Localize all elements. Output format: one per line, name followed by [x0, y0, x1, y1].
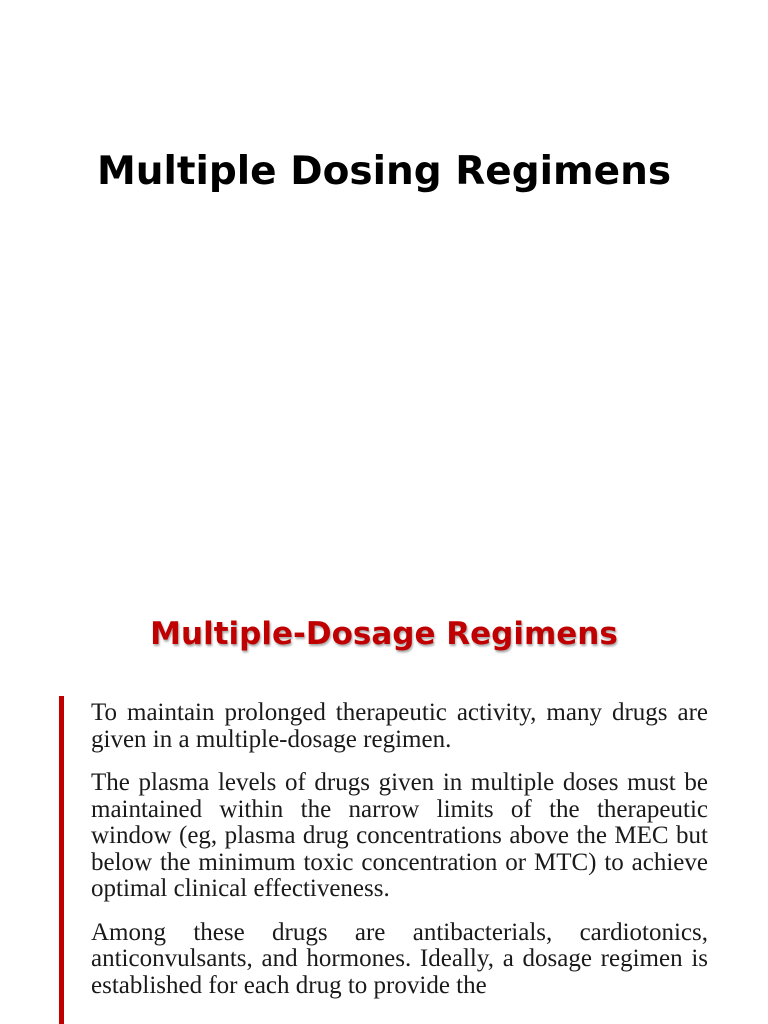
- accent-bar: [59, 696, 64, 1024]
- slide-title: Multiple Dosing Regimens: [96, 149, 672, 194]
- paragraph: Among these drugs are antibacterials, cardiotonics, anticonvulsants, and hormones. Ideally, a dosage regimen is established for each drug to provide the: [91, 918, 708, 999]
- slide-body: [91, 700, 708, 1016]
- slide-heading: Multiple-Dosage Regimens: [150, 616, 618, 652]
- content-slide: [0, 576, 768, 1024]
- paragraph: To maintain prolonged therapeutic activity, many drugs are given in a multiple-dosage regimen.: [91, 699, 708, 753]
- paragraph: The plasma levels of drugs given in multiple doses must be maintained within the narrow limits of the therapeutic window (eg, plasma drug concentrations above the MEC but below the minimum toxic concentration or MTC) to achieve optimal clinical effectiveness.: [91, 769, 708, 902]
